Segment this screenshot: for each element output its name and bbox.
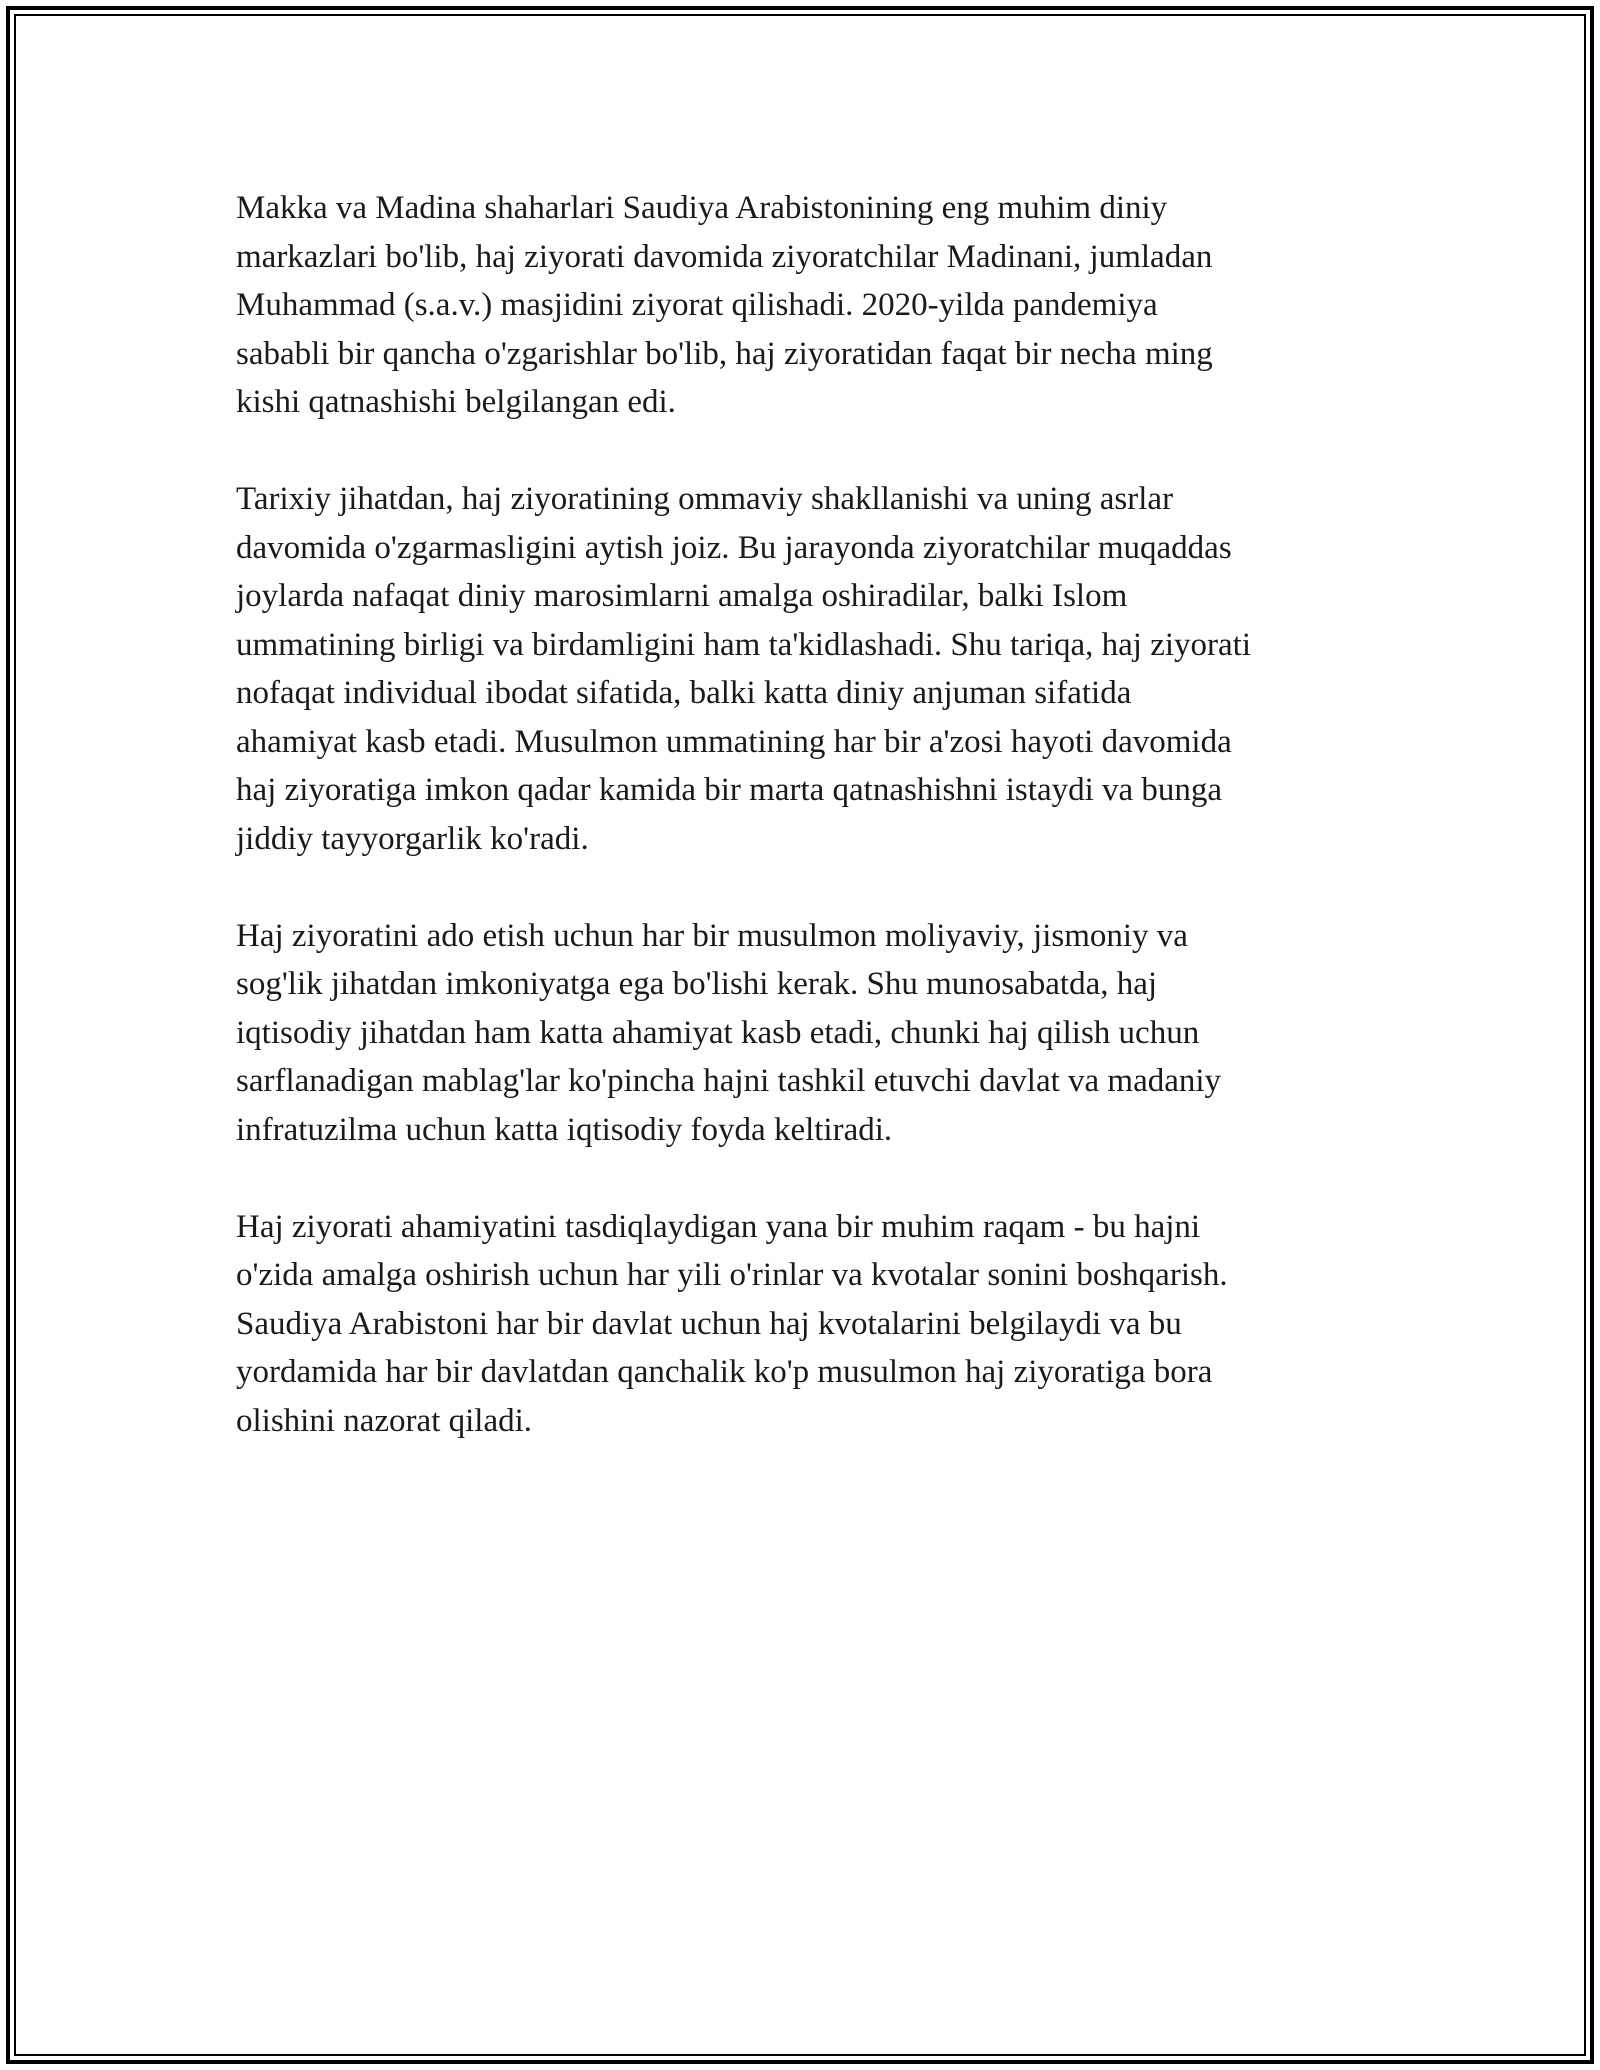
paragraph-2: Tarixiy jihatdan, haj ziyoratining ommaviy shakllanishi va uning asrlar davomida o'zgarmasligini aytish joiz. Bu jarayonda ziyoratchilar muqaddas joylarda nafaqat diniy marosimlarni amalga oshiradilar, balki Islom ummatining birligi va birdamligini ham ta'kidlashadi. Shu tariqa, haj ziyorati nofaqat individual ibodat sifatida, balki katta diniy anjuman sifatida ahamiyat kasb etadi. Musulmon ummatining har bir a'zosi hayoti davomida haj ziyoratiga imkon qadar kamida bir marta qatnashishni istaydi va bunga jiddiy tayyorgarlik ko'radi. — [236, 481, 1251, 857]
paragraph-1: Makka va Madina shaharlari Saudiya Arabistonining eng muhim diniy markazlari bo'lib, haj ziyorati davomida ziyoratchilar Madinani, jumladan Muhammad (s.a.v.) masjidini ziyorat qilishadi. 2020-yilda pandemiya sababli bir qancha o'zgarishlar bo'lib, haj ziyoratidan faqat bir necha ming kishi qatnashishi belgilangan edi. — [236, 190, 1213, 420]
paragraph-4: Haj ziyorati ahamiyatini tasdiqlaydigan yana bir muhim raqam - bu hajni o'zida amalga oshirish uchun har yili o'rinlar va kvotalar sonini boshqarish. Saudiya Arabistoni har bir davlat uchun haj kvotalarini belgilaydi va bu yordamida har bir davlatdan qanchalik ko'p musulmon haj ziyoratiga bora olishini nazorat qiladi. — [236, 1208, 1228, 1439]
paragraph-3: Haj ziyoratini ado etish uchun har bir musulmon moliyaviy, jismoniy va sog'lik jihatdan imkoniyatga ega bo'lishi kerak. Shu munosabatda, haj iqtisodiy jihatdan ham katta ahamiyat kasb etadi, chunki haj qilish uchun sarflanadigan mablag'lar ko'pincha hajni tashkil etuvchi davlat va madaniy infratuzilma uchun katta iqtisodiy foyda keltiradi. — [236, 917, 1222, 1148]
document-body — [236, 184, 1376, 1494]
